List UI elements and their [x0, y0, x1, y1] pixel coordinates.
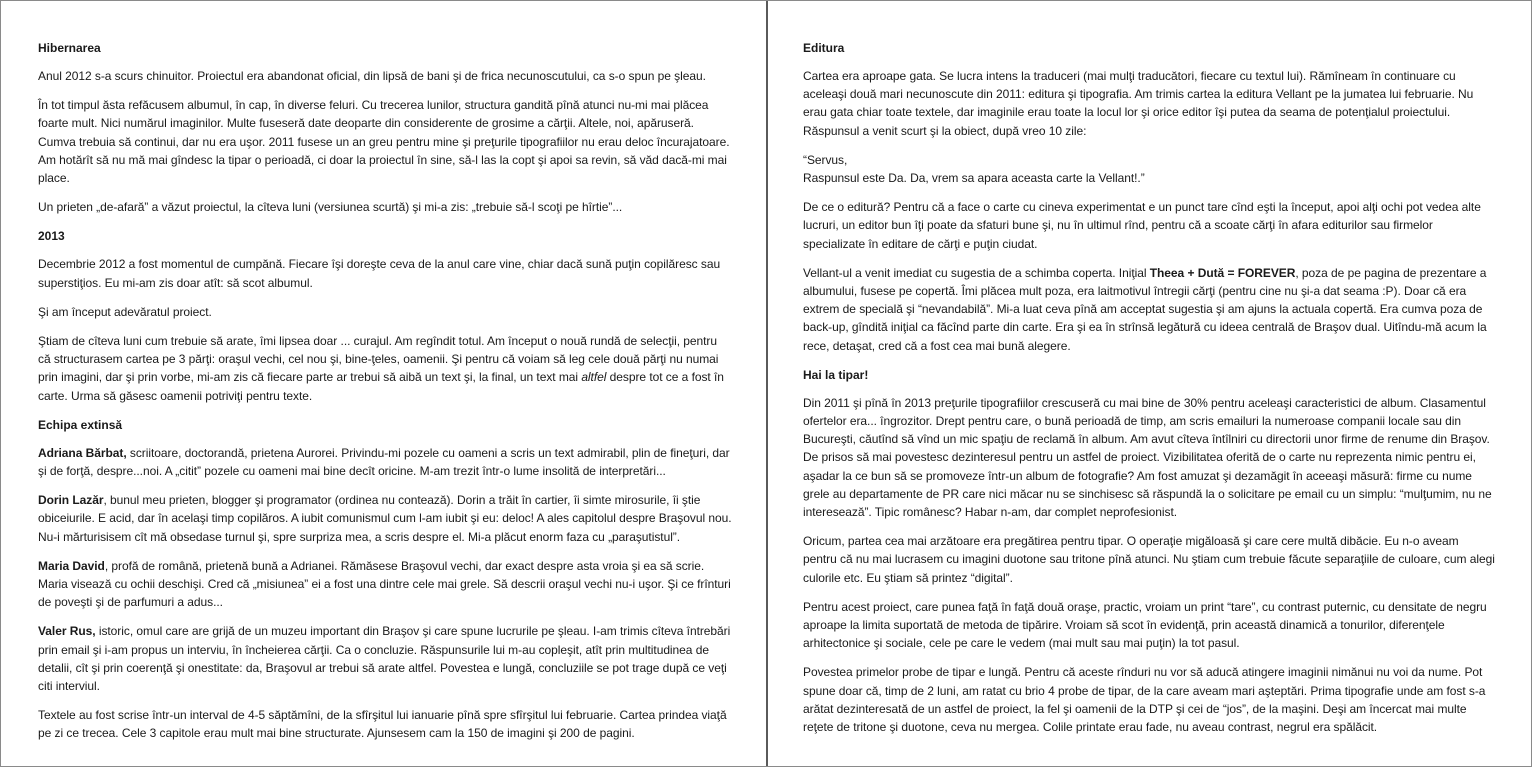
person-name: Dorin Lazăr [38, 493, 104, 508]
text-run: istoric, omul care are grijă de un muzeu important din Braşov şi care spune lucrurile pe şleau. I-am trimis cîteva întrebări prin email şi i-am propus un interviu, în încheierea cărţii. Ca o concluzie. Răspunsurile lui m-au copleşit, atît prin multitudinea de detalii, cît şi prin coerenţă şi onestitate: da, Braşovul ar trebui să arate altfel. Povestea e lungă, concluziile se pot trage după ce veţi citi interviul. [38, 624, 731, 694]
paragraph [38, 332, 732, 405]
paragraph: De ce o editură? Pentru că a face o carte cu cineva experimentat e un punct tare cînd eşti la început, apoi alţi ochi pot vedea alte lucruri, un editor bun îţi poate da sfaturi bune şi, nu în ultimul rînd, pentru că a scoate cărţi în afara editurilor sau firmelor specializate în editare de cărţi e puţin ciudat. [803, 200, 1481, 251]
quote-line: Raspunsul este Da. Da, vrem sa apara aceasta carte la Vellant!.” [803, 171, 1145, 186]
text-run: , profă de română, prietenă bună a Adrianei. Rămăsese Braşovul vechi, dar exact despre asta vroia şi ea să scrie. Maria visează cu ochii deschişi. Cred că „misiunea” ei a fost una dintre cele mai grele. Să descrii oraşul vechi nu-i uşor. Şi ce frînturi de poveşti şi de parfumuri a adus... [38, 558, 731, 610]
heading-hibernarea: Hibernarea [38, 41, 101, 55]
person-name: Adriana Bărbat, [38, 445, 127, 460]
paragraph [803, 264, 1495, 355]
paragraph [38, 557, 732, 612]
person-name: Valer Rus, [38, 624, 96, 639]
paragraph: Şi am început adevăratul proiect. [38, 304, 212, 319]
quote-line: “Servus, [803, 152, 848, 167]
text-run: , poza de pe pagina de prezentare a albumului, fusese pe copertă. Îmi plăcea mult poza, era laitmotivul întregii cărţi (pentru cine nu şi-a dat seama :P). Doar că era extrem de specială şi “nevandabilă”. Mi-a luat ceva pînă am acceptat sugestia şi am ajuns la actuala copertă. Era cumva poza de back-up, gîndită iniţial ca făcînd parte din carte. Era şi ea în strînsă legătură cu ideea centrală de Braşov dual. Uitîndu-mă acum la rece, detaşat, cred că a fost cea mai bună alegere. [803, 265, 1487, 353]
paragraph [38, 491, 732, 546]
text-run: scriitoare, doctorandă, prietena Aurorei. Privindu-mi pozele cu oameni a scris un text admirabil, plin de fineţuri, dar şi de forţă, despre...noi. A „citit” pozele cu oameni mai bine decît oricine. M-am trezit într-o lume insolită de interpretări... [38, 445, 730, 479]
paragraph: Decembrie 2012 a fost momentul de cumpănă. Fiecare îşi doreşte ceva de la anul care vine, chiar dacă sună puţin copilăresc sau superstiţios. Eu mi-am zis doar atît: să scot albumul. [38, 257, 721, 290]
heading-hai-la-tipar: Hai la tipar! [803, 367, 869, 382]
paragraph: Anul 2012 s-a scurs chinuitor. Proiectul era abandonat oficial, din lipsă de bani şi de frica necunoscutului, ca s-o spun pe şleau. [38, 69, 706, 83]
paragraph: Textele au fost scrise într-un interval de 4-5 săptămîni, de la sfîrşitul lui ianuarie pînă spre sfîrşitul lui februarie. Cartea prindea viaţă pe zi ce trecea. Cele 3 capitole erau mult mai bine structurate. Ajunsesem cam la 150 de imagini şi 200 de pagini. [38, 708, 727, 741]
person-name: Maria David [38, 558, 105, 573]
heading-editura: Editura [803, 41, 845, 55]
text-run: Ştiam de cîteva luni cum trebuie să arate, îmi lipsea doar ... curajul. Am regîndit totul. Am început o nouă rundă de selecţii, pentru că structurasem cartea pe 3 părţi: oraşul vechi, cel nou şi, bine-ţeles, oamenii. Şi pentru că voiam să leg cele două părţi nu numai prin imagini, dar şi prin vorbe, mi-am zis că fiecare parte ar trebui să aibă un text şi, la final, un text mai [38, 334, 719, 385]
paragraph: Un prieten „de-afară” a văzut proiectul, la cîteva luni (versiunea scurtă) şi mi-a zis: „trebuie să-l scoţi pe hîrtie”... [38, 200, 623, 215]
heading-echipa-extinsa: Echipa extinsă [38, 417, 123, 432]
paragraph [38, 444, 732, 480]
paragraph: În tot timpul ăsta refăcusem albumul, în cap, în diverse feluri. Cu trecerea lunilor, structura gandită pînă atunci nu-mi mai plăcea foarte mult. Nici numărul imaginilor. Multe fuseseră date deoparte din considerente de grosime a cărţii. Altele, noi, apăruseră. Cumva trebuia să continui, dar nu era uşor. 2011 fusese un an greu pentru mine şi preţurile tipografiilor nu erau deloc încurajatoare. Am hotărît să nu mă mai gîndesc la tipar o perioadă, ci doar la proiectul în sine, să-l las la copt şi apoi sa revin, să văd dacă-mi mai place. [38, 98, 730, 186]
paragraph: Pentru acest proiect, care punea faţă în faţă două oraşe, practic, vroiam un print “tare”, cu contrast puternic, cu densitate de negru aproape la limita suportată de metoda de tipărire. Vroiam să scot în evidenţă, prin această dinamică a tonurilor, diferenţele arhitectonice şi sociale, cele pe care le vedem (mai mult sau mai puţin) la tot pasul. [803, 599, 1487, 651]
paragraph: Cartea era aproape gata. Se lucra intens la traduceri (mai mulţi traducători, fiecare cu textul lui). Rămîneam în continuare cu aceleaşi două mari necunoscute din 2011: editura şi tipografia. Am trimis cartea la editura Vellant pe la jumatea lui februarie. Nu erau gata chiar toate textele, dar imaginile erau toate la locul lor şi orice editor îşi putea da seama de potenţialul proiectului. Răspunsul a venit scurt şi la obiect, după vreo 10 zile: [803, 69, 1474, 138]
paragraph: Povestea primelor probe de tipar e lungă. Pentru că aceste rînduri nu vor să aducă atingere imaginii nimănui nu voi da nume. Pot spune doar că, timp de 2 luni, am ratat cu brio 4 probe de tipar, de la care aveam mari aşteptări. Prima tipografie unde am fost s-a arătat dezinteresată de un astfel de proiect, la fel şi oamenii de la DTP şi cei de “jos”, de la maşini. Deşi am încercat mai multe reţete de tritone şi duotone, ceva nu mergea. Colile printate erau fade, nu aveau contrast, negrul era spălăcit. [803, 665, 1486, 735]
paragraph: Din 2011 şi pînă în 2013 preţurile tipografiilor crescuseră cu mai bine de 30% pentru aceleaşi caracteristici de album. Clasamentul ofertelor era... îngrozitor. Drept pentru care, o bună perioadă de timp, am scris emailuri la numeroase companii locale sau din Bucureşti, căutînd să vînd un mic spaţiu de reclamă în album. Am avut cîteva întîlniri cu directorii unor firme de renume din Braşov. De prisos să mai povestesc dezinteresul pentru un astfel de proiect. Vizibilitatea oferită de o carte nu reprezenta nimic pentru ei, aşadar la ce bun să se promoveze într-un album de fotografie? Am fost amuzat şi dezamăgit în aceeaşi măsură: firme cu nume grele au departamente de PR care nici măcar nu se sinchisesc să răspundă la o solicitare pe email cu un simplu: “mulţumim, nu ne interesează”. Tipic românesc? Habar n-am, dar complet neprofesionist. [803, 395, 1492, 520]
heading-2013: 2013 [38, 229, 65, 244]
bold-text: Theea + Dută = FOREVER [1149, 265, 1296, 280]
quote-block [803, 151, 1495, 187]
left-page [1, 1, 766, 766]
italic-text: altfel [581, 370, 607, 385]
text-run: despre tot ce a fost în carte. Urma să găsesc oamenii potriviţi pentru texte. [38, 370, 724, 403]
paragraph: Oricum, partea cea mai arzătoare era pregătirea pentru tipar. O operaţie migăloasă şi care cere multă dibăcie. Eu n-o aveam pentru că nu mai lucrasem cu imagini duotone sau tritone pînă atunci. Nu ştiam cum trebuie făcute separaţiile de culoare, cum alegi culorile etc. Eu ştiam să printez “digital”. [803, 534, 1495, 585]
right-page [766, 1, 1531, 766]
paragraph [38, 622, 732, 695]
text-run: , bunul meu prieten, blogger şi programator (ordinea nu contează). Dorin a trăit în cartier, îi simte mirosurile, îi ştie obiceiurile. E acid, dar în acelaşi timp copilăros. A iubit comunismul cum l-am iubit şi eu: deloc! A ales capitolul despre Braşovul nou. Nu-i mărturisisem cît mă obsedase turnul şi, spre surpriza mea, a scris despre el. Mi-a plăcut enorm faza cu „paraşutistul”. [38, 493, 732, 544]
text-run: Vellant-ul a venit imediat cu sugestia de a schimba coperta. Iniţial [803, 265, 1150, 280]
